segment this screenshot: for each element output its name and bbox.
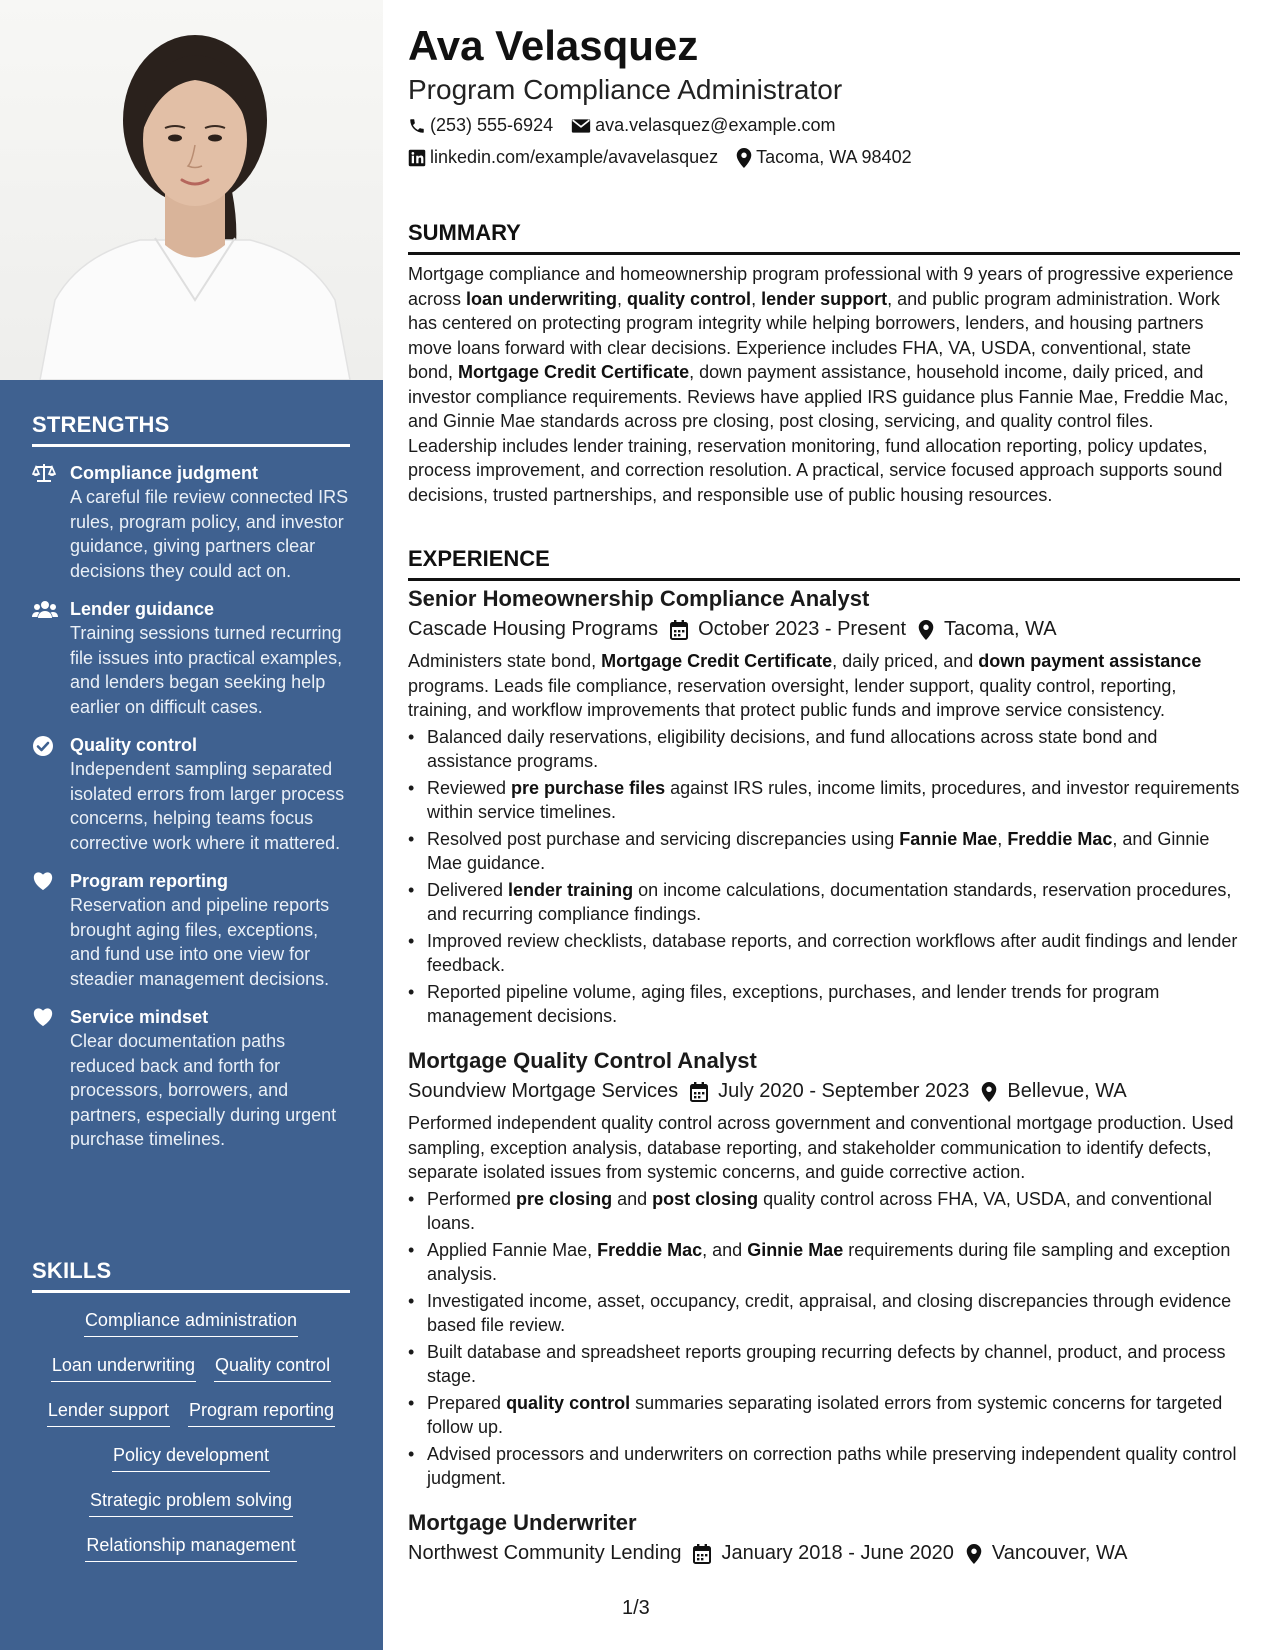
bullet-item: • Reviewed pre purchase files against IRS rules, income limits, procedures, and investor requirements within service timelines. — [408, 776, 1240, 825]
bullet-item: • Performed pre closing and post closing quality control across FHA, VA, USDA, and conventional loans. — [408, 1187, 1240, 1236]
job-dates: January 2018 - June 2020 — [721, 1542, 954, 1564]
bullet-item: • Reported pipeline volume, aging files, exceptions, purchases, and lender trends for program management decisions. — [408, 980, 1240, 1029]
job-description: Performed independent quality control across government and conventional mortgage production. Used sampling, exception analysis, database reporting, and stakeholder communication to identify defects, separate isolated issues from systemic concerns, and guide corrective action. — [408, 1113, 1234, 1182]
skill-row — [32, 1487, 350, 1532]
job-company: Soundview Mortgage Services — [408, 1080, 679, 1102]
job-location: Tacoma, WA — [944, 618, 1057, 640]
map-pin-icon — [981, 1082, 997, 1102]
page-number: 1/3 — [622, 1597, 650, 1619]
map-pin-icon — [918, 620, 934, 640]
strengths-section — [32, 412, 350, 1152]
users-icon — [32, 599, 56, 619]
strength-title: Service mindset — [70, 1007, 209, 1027]
email-text[interactable]: ava.velasquez@example.com — [595, 115, 836, 135]
location-item — [736, 147, 911, 168]
strength-item — [32, 597, 350, 719]
calendar-icon — [693, 1544, 711, 1564]
phone-icon — [408, 117, 426, 135]
job-location-item — [918, 618, 1057, 641]
skill-row — [32, 1442, 350, 1487]
profile-photo — [0, 0, 383, 380]
email-item[interactable] — [571, 115, 835, 136]
skill-tag: Quality control — [214, 1352, 331, 1382]
strength-description: Training sessions turned recurring file issues into practical examples, and lenders began seeking help earlier on difficult cases. — [70, 623, 343, 717]
bullet-item: • Improved review checklists, database reports, and correction workflows after audit findings and lender feedback. — [408, 929, 1240, 978]
job-role: Senior Homeownership Compliance Analyst — [408, 586, 870, 611]
candidate-title: Program Compliance Administrator — [408, 74, 843, 105]
job-meta — [408, 1542, 1240, 1565]
job-company: Cascade Housing Programs — [408, 618, 659, 640]
skill-tag: Lender support — [47, 1397, 170, 1427]
strength-title: Compliance judgment — [70, 463, 259, 483]
strength-item — [32, 869, 350, 991]
job-entry — [408, 1510, 1240, 1565]
bullet-item: • Delivered lender training on income calculations, documentation standards, reservation procedures, and recurring compliance findings. — [408, 878, 1240, 927]
skill-tag: Compliance administration — [84, 1307, 298, 1337]
strength-title: Lender guidance — [70, 599, 215, 619]
skill-tag: Policy development — [112, 1442, 270, 1472]
job-location-item — [966, 1542, 1128, 1565]
skill-row — [32, 1532, 350, 1577]
skill-tag: Loan underwriting — [51, 1352, 196, 1382]
job-description: Administers state bond, Mortgage Credit Certificate, daily priced, and down payment assistance programs. Leads file compliance, reservation oversight, lender support, quality control, reporting, training, and workflow improvements that protect public funds and improve service consistency. — [408, 651, 1202, 720]
job-meta — [408, 618, 1240, 641]
phone-item — [408, 115, 553, 136]
job-meta — [408, 1080, 1240, 1103]
map-pin-icon — [966, 1544, 982, 1564]
bullet-item: • Investigated income, asset, occupancy, credit, appraisal, and closing discrepancies through evidence based file review. — [408, 1289, 1240, 1338]
job-role: Mortgage Underwriter — [408, 1510, 637, 1535]
strengths-heading: STRENGTHS — [32, 412, 350, 447]
job-bullets — [408, 1187, 1240, 1491]
bullet-item: • Built database and spreadsheet reports grouping recurring defects by channel, product, and process stage. — [408, 1340, 1240, 1389]
strength-title: Program reporting — [70, 871, 229, 891]
linkedin-text[interactable]: linkedin.com/example/avavelasquez — [430, 147, 719, 167]
strengths-list — [32, 461, 350, 1152]
envelope-icon — [571, 118, 591, 134]
portrait-illustration — [0, 0, 383, 380]
heart-icon — [32, 871, 56, 891]
strength-title: Quality control — [70, 735, 198, 755]
strength-item — [32, 461, 350, 583]
skill-tag: Program reporting — [188, 1397, 335, 1427]
contact-row-2 — [408, 147, 912, 168]
job-company: Northwest Community Lending — [408, 1542, 682, 1564]
job-dates-item — [693, 1542, 953, 1565]
bullet-item: • Advised processors and underwriters on correction paths while preserving independent quality control judgment. — [408, 1442, 1240, 1491]
linkedin-icon — [408, 149, 426, 167]
bullet-item: • Resolved post purchase and servicing discrepancies using Fannie Mae, Freddie Mac, and Ginnie Mae guidance. — [408, 827, 1240, 876]
skill-tag: Relationship management — [85, 1532, 296, 1562]
job-dates: July 2020 - September 2023 — [718, 1080, 970, 1102]
skill-tag: Strategic problem solving — [89, 1487, 293, 1517]
skill-row — [32, 1352, 350, 1397]
experience-heading: EXPERIENCE — [408, 546, 1240, 581]
strength-description: Independent sampling separated isolated errors from larger process concerns, helping teams focus corrective work where it mattered. — [70, 759, 345, 853]
strength-description: Reservation and pipeline reports brought aging files, exceptions, and fund use into one view for steadier management decisions. — [70, 895, 330, 989]
map-pin-icon — [736, 148, 752, 168]
strength-description: A careful file review connected IRS rules, program policy, and investor guidance, giving partners clear decisions they could act on. — [70, 487, 349, 581]
strength-item — [32, 733, 350, 855]
strength-item — [32, 1005, 350, 1152]
scale-icon — [32, 463, 56, 483]
job-dates-item — [670, 618, 906, 641]
job-location: Bellevue, WA — [1007, 1080, 1127, 1102]
bullet-item: • Applied Fannie Mae, Freddie Mac, and Ginnie Mae requirements during file sampling and exception analysis. — [408, 1238, 1240, 1287]
job-bullets — [408, 725, 1240, 1029]
skills-heading: SKILLS — [32, 1258, 350, 1293]
heart-icon — [32, 1007, 56, 1027]
job-entry — [408, 586, 1240, 1031]
candidate-name: Ava Velasquez — [408, 22, 699, 69]
linkedin-item[interactable] — [408, 147, 718, 168]
sidebar — [0, 0, 383, 1650]
skill-row — [32, 1307, 350, 1352]
job-role: Mortgage Quality Control Analyst — [408, 1048, 757, 1073]
skill-row — [32, 1397, 350, 1442]
phone-text: (253) 555-6924 — [430, 115, 554, 135]
summary-heading: SUMMARY — [408, 220, 1240, 255]
check-circle-icon — [32, 735, 56, 755]
bullet-item: • Prepared quality control summaries separating isolated errors from systemic concerns for targeted follow up. — [408, 1391, 1240, 1440]
skills-section — [32, 1258, 350, 1577]
location-text: Tacoma, WA 98402 — [756, 147, 912, 167]
job-dates-item — [690, 1080, 969, 1103]
job-dates: October 2023 - Present — [698, 618, 907, 640]
summary-text: Mortgage compliance and homeownership program professional with 9 years of progressive experience across loan underwriting, quality control, lender support, and public program administration. Work has centered on protecting program integrity while helping borrowers, lenders, and housing partners move loans forward with clear decisions. Experience includes FHA, VA, USDA, conventional, state bond, Mortgage Credit Certificate, down payment assistance, household income, daily priced, and investor compliance requirements. Reviews have applied IRS guidance plus Fannie Mae, Freddie Mac, and Ginnie Mae standards across pre closing, post closing, servicing, and quality control files. Leadership includes lender training, reservation monitoring, fund allocation reporting, policy updates, process improvement, and correction resolution. A practical, service focused approach supports sound decisions, trusted partnerships, and responsible use of public housing resources. — [408, 264, 1234, 505]
strength-description: Clear documentation paths reduced back and forth for processors, borrowers, and partners, especially during urgent purchase timelines. — [70, 1031, 337, 1149]
job-location-item — [981, 1080, 1126, 1103]
contact-row-1 — [408, 115, 835, 136]
job-entry — [408, 1048, 1240, 1493]
bullet-item: • Balanced daily reservations, eligibility decisions, and fund allocations across state bond and assistance programs. — [408, 725, 1240, 774]
skills-list — [32, 1307, 350, 1577]
calendar-icon — [690, 1082, 708, 1102]
calendar-icon — [670, 620, 688, 640]
job-location: Vancouver, WA — [991, 1542, 1128, 1564]
